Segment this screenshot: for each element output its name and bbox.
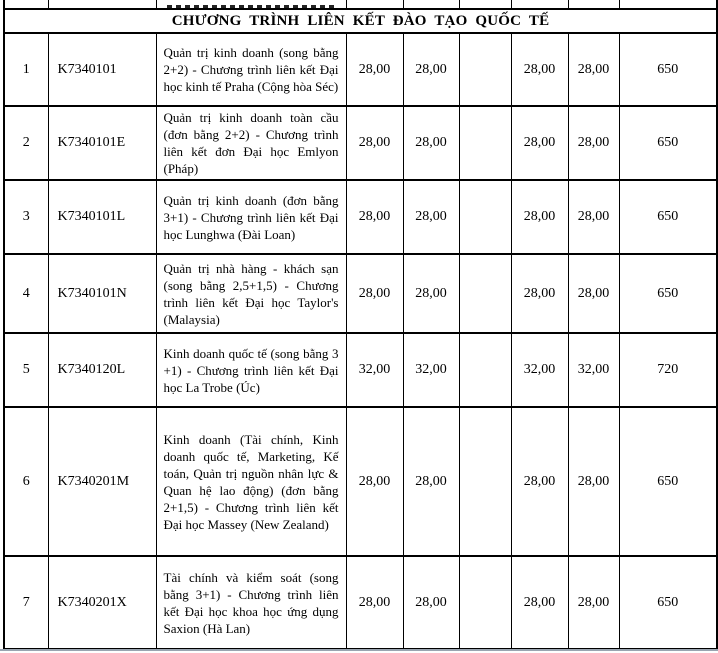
table-row [4, 407, 717, 556]
score-col1-cell: 28,00 [346, 33, 403, 106]
last-column-cell: 720 [619, 333, 717, 407]
score-col1-cell: 28,00 [346, 254, 403, 333]
score-col2-cell: 28,00 [403, 180, 459, 254]
score-col4-cell: 28,00 [511, 556, 568, 649]
score-col1-cell: 28,00 [346, 407, 403, 556]
score-col1-cell: 28,00 [346, 180, 403, 254]
program-name-cell: Tài chính và kiểm soát (song bằng 3+1) - Chương trình liên kết Đại học khoa học ứng dụng Saxion (Hà Lan) [156, 556, 346, 649]
last-column-cell: 650 [619, 33, 717, 106]
score-col3-cell [459, 556, 511, 649]
program-code-cell: K7340201M [48, 407, 156, 556]
score-col5-cell: 28,00 [568, 556, 619, 649]
score-col5-cell: 28,00 [568, 180, 619, 254]
row-number-cell: 5 [4, 333, 48, 407]
score-col4-cell: 28,00 [511, 106, 568, 180]
section-header-row [4, 9, 717, 33]
program-name-cell: Quản trị kinh doanh (đơn bằng 3+1) - Chương trình liên kết Đại học Lunghwa (Đài Loan) [156, 180, 346, 254]
program-code-cell: K7340201X [48, 556, 156, 649]
score-col3-cell [459, 106, 511, 180]
last-column-cell: 650 [619, 407, 717, 556]
program-code-cell: K7340101E [48, 106, 156, 180]
score-col5-cell: 28,00 [568, 33, 619, 106]
score-col5-cell: 28,00 [568, 106, 619, 180]
score-col3-cell [459, 407, 511, 556]
program-code-cell: K7340101N [48, 254, 156, 333]
score-col2-cell: 28,00 [403, 407, 459, 556]
last-column-cell: 650 [619, 556, 717, 649]
score-col2-cell: 28,00 [403, 106, 459, 180]
table-row [4, 333, 717, 407]
table-row [4, 556, 717, 649]
program-name-cell: Quản trị kinh doanh (song bằng 2+2) - Chương trình liên kết Đại học kinh tế Praha (Cộng hòa Séc) [156, 33, 346, 106]
program-name-cell: Quản trị nhà hàng - khách sạn (song bằng 2,5+1,5) - Chương trình liên kết Đại học Taylor's (Malaysia) [156, 254, 346, 333]
score-col5-cell: 32,00 [568, 333, 619, 407]
table-row [4, 254, 717, 333]
score-col4-cell: 28,00 [511, 180, 568, 254]
score-col4-cell: 28,00 [511, 254, 568, 333]
row-number-cell: 1 [4, 33, 48, 106]
clipped-previous-row [4, 0, 717, 9]
program-name-cell: Kinh doanh (Tài chính, Kinh doanh quốc tế, Marketing, Kế toán, Quản trị nguồn nhân lực & Quan hệ lao động) (đơn bằng 2+1,5) - Chương trình liên kết Đại học Massey (New Zealand) [156, 407, 346, 556]
clipped-cell [403, 0, 459, 9]
program-code-cell: K7340101L [48, 180, 156, 254]
clipped-cell [4, 0, 48, 9]
score-col1-cell: 32,00 [346, 333, 403, 407]
last-column-cell: 650 [619, 180, 717, 254]
score-col4-cell: 28,00 [511, 33, 568, 106]
program-name-cell: Kinh doanh quốc tế (song bằng 3 +1) - Chương trình liên kết Đại học La Trobe (Úc) [156, 333, 346, 407]
score-col4-cell: 32,00 [511, 333, 568, 407]
clipped-cell [156, 0, 346, 9]
score-col3-cell [459, 33, 511, 106]
score-col3-cell [459, 254, 511, 333]
clipped-cell [511, 0, 568, 9]
score-col2-cell: 32,00 [403, 333, 459, 407]
score-col1-cell: 28,00 [346, 556, 403, 649]
admission-scores-table [3, 0, 718, 650]
page-bottom-divider [0, 649, 718, 651]
table-row [4, 180, 717, 254]
score-col5-cell: 28,00 [568, 407, 619, 556]
section-title: CHƯƠNG TRÌNH LIÊN KẾT ĐÀO TẠO QUỐC TẾ [4, 9, 717, 33]
clipped-cell [619, 0, 717, 9]
score-col2-cell: 28,00 [403, 33, 459, 106]
clipped-cell [459, 0, 511, 9]
last-column-cell: 650 [619, 106, 717, 180]
score-col3-cell [459, 333, 511, 407]
clipped-cell [48, 0, 156, 9]
row-number-cell: 4 [4, 254, 48, 333]
table-row [4, 106, 717, 180]
score-col2-cell: 28,00 [403, 254, 459, 333]
table-row [4, 33, 717, 106]
program-name-cell: Quản trị kinh doanh toàn cầu (đơn bằng 2+2) - Chương trình liên kết đơn Đại học Emlyon (Pháp) [156, 106, 346, 180]
row-number-cell: 2 [4, 106, 48, 180]
row-number-cell: 6 [4, 407, 48, 556]
score-col4-cell: 28,00 [511, 407, 568, 556]
score-col2-cell: 28,00 [403, 556, 459, 649]
clipped-text-fragment [167, 5, 338, 8]
row-number-cell: 7 [4, 556, 48, 649]
row-number-cell: 3 [4, 180, 48, 254]
clipped-cell [568, 0, 619, 9]
program-code-cell: K7340120L [48, 333, 156, 407]
program-code-cell: K7340101 [48, 33, 156, 106]
score-col5-cell: 28,00 [568, 254, 619, 333]
clipped-cell [346, 0, 403, 9]
score-col3-cell [459, 180, 511, 254]
last-column-cell: 650 [619, 254, 717, 333]
score-col1-cell: 28,00 [346, 106, 403, 180]
